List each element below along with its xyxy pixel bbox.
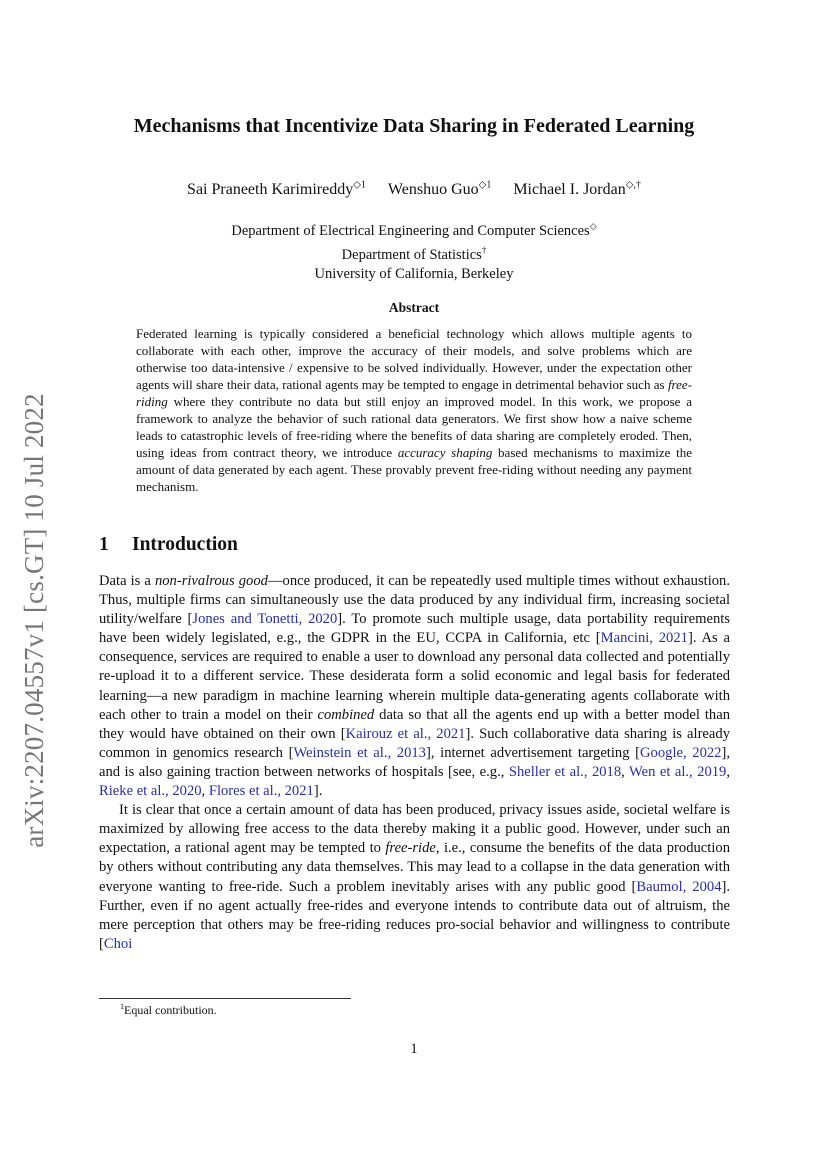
citation-link[interactable]: Flores et al., 2021 <box>208 783 314 800</box>
paper-title: Mechanisms that Incentivize Data Sharing in Federated Learning <box>133 115 695 137</box>
citation-link[interactable]: Baumol, 2004 <box>636 878 722 895</box>
paragraph-1: Data is a non-rivalrous good—once produced, it can be repeatedly used multiple times without exhaustion. Thus, multiple firms can simultaneously use the data produced by any individual firm, increasing societal utility/welfare [Jones and Tonetti, 2020]. To promote such multiple usage, data portability requirements have been widely legislated, e.g., the GDPR in the EU, CCPA in California, etc [Mancini, 2021]. As a consequence, services are required to enable a user to download any personal data collected and potentially re-upload it to a different service. These desiderata form a solid economic and legal basis for federated learning—a new paradigm in machine learning wherein multiple data-generating agents collaborate with each other to train a model on their combined data so that all the agents end up with a better model than they would have obtained on their own [Kairouz et al., 2021]. Such collaborative data sharing is already common in genomics research [Weinstein et al., 2013], internet advertisement targeting [Google, 2022], and is also gaining traction between networks of hospitals [see, e.g., Sheller et al., 2018, Wen et al., 2019, Rieke et al., 2020, Flores et al., 2021]. <box>99 573 730 800</box>
footnote: $^1$Equal contribution. <box>120 1002 217 1017</box>
citation-link[interactable]: Rieke et al., 2020 <box>99 783 202 800</box>
affiliation-eecs: Department of Electrical Engineering and Computer Sciences◇ <box>231 221 597 239</box>
author-list <box>100 180 728 199</box>
citation-link[interactable]: Jones and Tonetti, 2020 <box>192 611 338 628</box>
abstract-body: Federated learning is typically considered a beneficial technology which allows multiple agents to collaborate with each other, improve the accuracy of their models, and solve problems which are otherwise too data-intensive / expensive to be solved individually. However, under the expectation other agents will share their data, rational agents may be tempted to engage in detrimental behavior such as free-riding where they contribute no data but still enjoy an improved model. In this work, we propose a framework to analyze the behavior of such rational data generators. We first show how a naive scheme leads to catastrophic levels of free-riding where the benefits of data sharing are completely eroded. Then, using ideas from contract theory, we introduce accuracy shaping based mechanisms to maximize the amount of data generated by each agent. These provably prevent free-riding without needing any payment mechanism. <box>136 326 692 494</box>
affiliation-statistics: Department of Statistics† <box>341 244 487 263</box>
affiliations <box>100 217 728 284</box>
footnote-divider <box>99 998 351 999</box>
affiliation-university: University of California, Berkeley <box>314 265 514 282</box>
author-1: Sai Praneeth Karimireddy$^{◇1}$ <box>187 180 366 199</box>
page-number: 1 <box>410 1041 418 1057</box>
abstract-heading: Abstract <box>388 300 440 315</box>
citation-link[interactable]: Sheller et al., 2018 <box>508 763 622 780</box>
author-3: Michael I. Jordan◇,† <box>513 180 641 199</box>
paragraph-2: It is clear that once a certain amount of data has been produced, privacy issues aside, societal welfare is maximized by allowing free access to the data thereby making it a public good. However, under such an expectation, a rational agent may be tempted to free-ride, i.e., consume the benefits of the data production by others without contributing any data themselves. This may lead to a collapse in the data generation with everyone wanting to free-ride. Such a problem inevitably arises with any public good [Baumol, 2004]. Further, even if no agent actually free-rides and everyone intends to contribute data out of altruism, the mere perception that others may be free-riding reduces pro-social behavior and willingness to contribute [Choi <box>99 802 731 952</box>
arxiv-side-label <box>14 370 54 870</box>
author-2: Wenshuo Guo$^{◇1}$ <box>387 180 492 199</box>
citation-link[interactable]: Google, 2022 <box>640 744 722 761</box>
citation-link[interactable]: Choi <box>103 935 133 952</box>
citation-link[interactable]: Weinstein et al., 2013 <box>293 744 426 761</box>
introduction-body <box>99 572 730 954</box>
section-heading-introduction: 1 Introduction <box>99 534 238 555</box>
arxiv-id-text: arXiv:2207.04557v1 [cs.GT] 10 Jul 2022 <box>18 392 49 848</box>
citation-link[interactable]: Kairouz et al., 2021 <box>345 725 466 742</box>
citation-link[interactable]: Wen et al., 2019 <box>629 763 727 780</box>
citation-link[interactable]: Mancini, 2021 <box>600 630 688 647</box>
